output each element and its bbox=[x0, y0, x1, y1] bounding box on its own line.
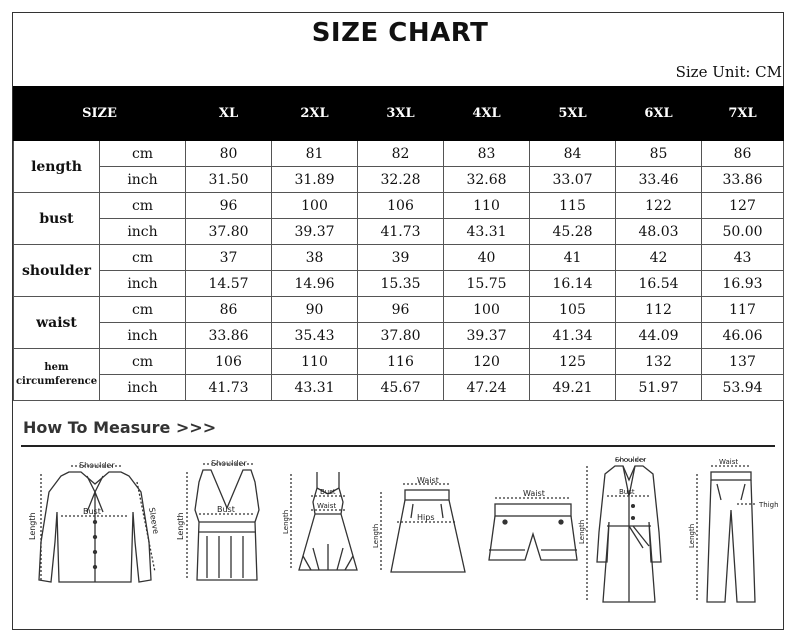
value-cell: 14.57 bbox=[186, 271, 272, 297]
value-cell: 15.35 bbox=[358, 271, 444, 297]
value-cell: 100 bbox=[444, 297, 530, 323]
value-cell: 31.50 bbox=[186, 167, 272, 193]
value-cell: 41.34 bbox=[530, 323, 616, 349]
bust-label: Bust bbox=[217, 505, 235, 514]
unit-cell: cm bbox=[100, 193, 186, 219]
waist-label: Waist bbox=[317, 502, 337, 510]
thigh-label: Thigh bbox=[759, 501, 779, 509]
unit-cell: cm bbox=[100, 245, 186, 271]
value-cell: 16.93 bbox=[702, 271, 784, 297]
unit-cell: cm bbox=[100, 141, 186, 167]
measurement-name: hem circumference bbox=[14, 349, 100, 401]
value-cell: 86 bbox=[186, 297, 272, 323]
value-cell: 116 bbox=[358, 349, 444, 375]
value-cell: 14.96 bbox=[272, 271, 358, 297]
size-table bbox=[13, 86, 784, 401]
value-cell: 32.68 bbox=[444, 167, 530, 193]
value-cell: 43 bbox=[702, 245, 784, 271]
shorts-figure bbox=[483, 452, 583, 602]
value-cell: 44.09 bbox=[616, 323, 702, 349]
size-header-row bbox=[14, 87, 784, 141]
size-col-header: 7XL bbox=[702, 87, 784, 141]
value-cell: 122 bbox=[616, 193, 702, 219]
value-cell: 35.43 bbox=[272, 323, 358, 349]
unit-cell: inch bbox=[100, 323, 186, 349]
value-cell: 45.67 bbox=[358, 375, 444, 401]
waist-label: Waist bbox=[719, 458, 739, 466]
trousers-figure bbox=[681, 452, 781, 602]
tank-top-figure bbox=[173, 452, 278, 602]
value-cell: 120 bbox=[444, 349, 530, 375]
value-cell: 39 bbox=[358, 245, 444, 271]
value-cell: 39.37 bbox=[272, 219, 358, 245]
size-col-header: 4XL bbox=[444, 87, 530, 141]
value-cell: 49.21 bbox=[530, 375, 616, 401]
value-cell: 42 bbox=[616, 245, 702, 271]
shoulder-label: Shoulder bbox=[211, 459, 247, 468]
value-cell: 81 bbox=[272, 141, 358, 167]
measurement-name: waist bbox=[14, 297, 100, 349]
value-cell: 90 bbox=[272, 297, 358, 323]
value-cell: 50.00 bbox=[702, 219, 784, 245]
value-cell: 110 bbox=[272, 349, 358, 375]
value-cell: 112 bbox=[616, 297, 702, 323]
measurement-row bbox=[14, 245, 784, 271]
value-cell: 33.07 bbox=[530, 167, 616, 193]
hips-label: Hips bbox=[417, 513, 435, 522]
size-col-header: XL bbox=[186, 87, 272, 141]
value-cell: 41 bbox=[530, 245, 616, 271]
measurement-row bbox=[14, 141, 784, 167]
value-cell: 37.80 bbox=[186, 219, 272, 245]
size-col-header: 5XL bbox=[530, 87, 616, 141]
size-col-header: 2XL bbox=[272, 87, 358, 141]
unit-cell: cm bbox=[100, 297, 186, 323]
value-cell: 117 bbox=[702, 297, 784, 323]
length-label: Length bbox=[688, 523, 696, 548]
value-cell: 105 bbox=[530, 297, 616, 323]
value-cell: 16.54 bbox=[616, 271, 702, 297]
value-cell: 96 bbox=[186, 193, 272, 219]
value-cell: 46.06 bbox=[702, 323, 784, 349]
value-cell: 37.80 bbox=[358, 323, 444, 349]
value-cell: 41.73 bbox=[186, 375, 272, 401]
value-cell: 39.37 bbox=[444, 323, 530, 349]
value-cell: 80 bbox=[186, 141, 272, 167]
value-cell: 32.28 bbox=[358, 167, 444, 193]
waist-label: Waist bbox=[523, 489, 545, 498]
value-cell: 15.75 bbox=[444, 271, 530, 297]
shoulder-label: Shoulder bbox=[615, 456, 647, 464]
value-cell: 132 bbox=[616, 349, 702, 375]
skirt-figure bbox=[373, 452, 478, 602]
value-cell: 106 bbox=[186, 349, 272, 375]
value-cell: 82 bbox=[358, 141, 444, 167]
unit-cell: inch bbox=[100, 219, 186, 245]
measurement-row bbox=[14, 167, 784, 193]
value-cell: 96 bbox=[358, 297, 444, 323]
size-unit-label: Size Unit: CM bbox=[675, 63, 782, 81]
size-col-header: 3XL bbox=[358, 87, 444, 141]
measurement-name: length bbox=[14, 141, 100, 193]
measurement-name: bust bbox=[14, 193, 100, 245]
how-to-measure-section bbox=[13, 402, 783, 630]
size-header: SIZE bbox=[14, 87, 186, 141]
value-cell: 115 bbox=[530, 193, 616, 219]
value-cell: 84 bbox=[530, 141, 616, 167]
length-label: Length bbox=[28, 512, 37, 540]
measurement-row bbox=[14, 349, 784, 375]
unit-cell: inch bbox=[100, 271, 186, 297]
measurement-row bbox=[14, 297, 784, 323]
value-cell: 33.86 bbox=[702, 167, 784, 193]
measurement-name: shoulder bbox=[14, 245, 100, 297]
page-title: SIZE CHART bbox=[311, 18, 489, 48]
length-label: Length bbox=[282, 509, 290, 534]
value-cell: 33.86 bbox=[186, 323, 272, 349]
value-cell: 83 bbox=[444, 141, 530, 167]
size-col-header: 6XL bbox=[616, 87, 702, 141]
length-label: Length bbox=[578, 519, 586, 544]
value-cell: 16.14 bbox=[530, 271, 616, 297]
unit-cell: cm bbox=[100, 349, 186, 375]
value-cell: 45.28 bbox=[530, 219, 616, 245]
coat-figure bbox=[579, 452, 679, 602]
value-cell: 106 bbox=[358, 193, 444, 219]
value-cell: 110 bbox=[444, 193, 530, 219]
value-cell: 48.03 bbox=[616, 219, 702, 245]
length-label: Length bbox=[372, 523, 380, 548]
value-cell: 127 bbox=[702, 193, 784, 219]
value-cell: 125 bbox=[530, 349, 616, 375]
unit-cell: inch bbox=[100, 167, 186, 193]
value-cell: 43.31 bbox=[272, 375, 358, 401]
bust-label: Bust bbox=[83, 507, 101, 516]
measurement-row bbox=[14, 323, 784, 349]
value-cell: 37 bbox=[186, 245, 272, 271]
value-cell: 33.46 bbox=[616, 167, 702, 193]
value-cell: 53.94 bbox=[702, 375, 784, 401]
measurement-row bbox=[14, 193, 784, 219]
waist-label: Waist bbox=[417, 476, 439, 485]
value-cell: 47.24 bbox=[444, 375, 530, 401]
length-label: Length bbox=[176, 512, 185, 540]
sleeve-label: Sleeve bbox=[147, 506, 161, 535]
blouse-figure bbox=[21, 452, 171, 602]
value-cell: 31.89 bbox=[272, 167, 358, 193]
bust-label: Bust bbox=[320, 488, 336, 496]
value-cell: 137 bbox=[702, 349, 784, 375]
value-cell: 43.31 bbox=[444, 219, 530, 245]
value-cell: 85 bbox=[616, 141, 702, 167]
value-cell: 41.73 bbox=[358, 219, 444, 245]
value-cell: 38 bbox=[272, 245, 358, 271]
value-cell: 51.97 bbox=[616, 375, 702, 401]
dress-figure bbox=[283, 452, 373, 602]
unit-cell: inch bbox=[100, 375, 186, 401]
measurement-row bbox=[14, 271, 784, 297]
value-cell: 40 bbox=[444, 245, 530, 271]
measurement-row bbox=[14, 219, 784, 245]
how-to-measure-title: How To Measure >>> bbox=[23, 418, 217, 437]
measurement-row bbox=[14, 375, 784, 401]
value-cell: 86 bbox=[702, 141, 784, 167]
section-divider bbox=[21, 445, 775, 447]
value-cell: 100 bbox=[272, 193, 358, 219]
shoulder-label: Shoulder bbox=[79, 461, 115, 470]
bust-label: Bust bbox=[619, 488, 635, 496]
